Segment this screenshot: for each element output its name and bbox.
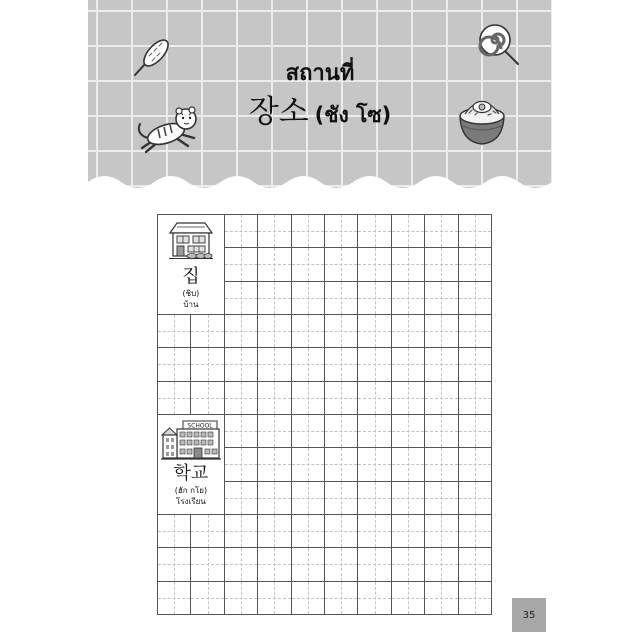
practice-cell bbox=[459, 415, 491, 447]
practice-cell bbox=[258, 215, 290, 247]
practice-cell bbox=[325, 415, 357, 447]
practice-cell bbox=[158, 548, 190, 580]
practice-cell bbox=[425, 448, 457, 480]
practice-cell bbox=[225, 248, 257, 280]
practice-cell bbox=[258, 248, 290, 280]
practice-cell bbox=[358, 415, 390, 447]
practice-cell bbox=[325, 548, 357, 580]
practice-cell bbox=[258, 548, 290, 580]
practice-cell bbox=[191, 548, 223, 580]
practice-cell bbox=[358, 582, 390, 614]
title-pronunciation: (ชัง โซ) bbox=[314, 103, 392, 127]
practice-cell bbox=[225, 415, 257, 447]
practice-cell bbox=[425, 548, 457, 580]
practice-cell bbox=[158, 515, 190, 547]
practice-cell bbox=[258, 448, 290, 480]
practice-cell bbox=[292, 382, 324, 414]
practice-cell bbox=[459, 282, 491, 314]
practice-cell bbox=[292, 282, 324, 314]
practice-cell bbox=[358, 248, 390, 280]
vocab-pronunciation: (ชิบ) bbox=[182, 289, 200, 298]
practice-cell bbox=[425, 515, 457, 547]
practice-cell bbox=[325, 315, 357, 347]
practice-cell bbox=[225, 515, 257, 547]
practice-cell bbox=[392, 315, 424, 347]
practice-cell bbox=[258, 515, 290, 547]
practice-cell bbox=[425, 582, 457, 614]
practice-cell bbox=[392, 282, 424, 314]
practice-cell bbox=[292, 215, 324, 247]
practice-grid bbox=[157, 214, 492, 615]
practice-cell bbox=[292, 448, 324, 480]
practice-cell bbox=[292, 415, 324, 447]
practice-cell bbox=[225, 282, 257, 314]
practice-cell bbox=[325, 282, 357, 314]
practice-cell bbox=[258, 382, 290, 414]
practice-cell bbox=[191, 348, 223, 380]
page-title-thai: สถานที่ bbox=[285, 61, 355, 86]
practice-cell bbox=[392, 515, 424, 547]
practice-cell bbox=[258, 282, 290, 314]
practice-cell bbox=[358, 315, 390, 347]
practice-cell bbox=[425, 315, 457, 347]
practice-cell bbox=[325, 248, 357, 280]
practice-cell bbox=[325, 482, 357, 514]
practice-cell bbox=[425, 382, 457, 414]
house-icon bbox=[168, 220, 214, 260]
practice-cell bbox=[425, 415, 457, 447]
vocab-card-house bbox=[158, 215, 224, 314]
practice-cell bbox=[392, 448, 424, 480]
vocab-meaning: บ้าน bbox=[183, 300, 199, 309]
practice-cell bbox=[292, 548, 324, 580]
practice-cell bbox=[392, 248, 424, 280]
practice-cell bbox=[358, 282, 390, 314]
practice-cell bbox=[392, 548, 424, 580]
practice-cell bbox=[191, 582, 223, 614]
practice-cell bbox=[292, 582, 324, 614]
practice-cell bbox=[358, 348, 390, 380]
practice-cell bbox=[459, 515, 491, 547]
practice-cell bbox=[225, 382, 257, 414]
practice-cell bbox=[258, 315, 290, 347]
practice-cell bbox=[325, 348, 357, 380]
practice-cell bbox=[158, 315, 190, 347]
practice-cell bbox=[459, 582, 491, 614]
practice-cell bbox=[358, 382, 390, 414]
practice-cell bbox=[459, 482, 491, 514]
title-korean-word: 장소 bbox=[248, 94, 309, 130]
practice-cell bbox=[292, 482, 324, 514]
vocab-word: 집 bbox=[182, 266, 200, 287]
practice-cell bbox=[392, 382, 424, 414]
practice-cell bbox=[225, 582, 257, 614]
practice-cell bbox=[459, 315, 491, 347]
practice-cell bbox=[258, 415, 290, 447]
practice-cell bbox=[258, 482, 290, 514]
practice-cell bbox=[425, 348, 457, 380]
practice-cell bbox=[392, 415, 424, 447]
practice-cell bbox=[392, 215, 424, 247]
practice-cell bbox=[225, 448, 257, 480]
practice-cell bbox=[325, 582, 357, 614]
school-icon bbox=[161, 420, 221, 462]
practice-cell bbox=[358, 482, 390, 514]
practice-cell bbox=[459, 215, 491, 247]
practice-cell bbox=[459, 382, 491, 414]
practice-cell bbox=[358, 515, 390, 547]
practice-cell bbox=[392, 582, 424, 614]
page-title-korean bbox=[88, 92, 552, 137]
practice-cell bbox=[425, 248, 457, 280]
practice-cell bbox=[191, 515, 223, 547]
practice-cell bbox=[292, 348, 324, 380]
practice-cell bbox=[459, 248, 491, 280]
practice-cell bbox=[292, 515, 324, 547]
practice-cell bbox=[292, 248, 324, 280]
practice-cell bbox=[459, 348, 491, 380]
school-sign-text: SCHOOL bbox=[187, 422, 213, 430]
vocab-card-school bbox=[158, 415, 224, 514]
practice-cell bbox=[425, 282, 457, 314]
practice-cell bbox=[258, 348, 290, 380]
practice-cell bbox=[225, 348, 257, 380]
practice-cell bbox=[292, 315, 324, 347]
practice-cell bbox=[459, 548, 491, 580]
practice-cell bbox=[358, 548, 390, 580]
practice-cell bbox=[258, 582, 290, 614]
practice-cell bbox=[358, 215, 390, 247]
practice-cell bbox=[191, 382, 223, 414]
practice-cell bbox=[325, 215, 357, 247]
practice-cell bbox=[392, 482, 424, 514]
practice-cell bbox=[325, 382, 357, 414]
practice-cell bbox=[158, 582, 190, 614]
practice-cell bbox=[459, 448, 491, 480]
practice-cell bbox=[225, 548, 257, 580]
practice-cell bbox=[225, 315, 257, 347]
vocab-meaning: โรงเรียน bbox=[176, 496, 206, 506]
practice-cell bbox=[225, 482, 257, 514]
practice-cell bbox=[425, 215, 457, 247]
practice-cell bbox=[191, 315, 223, 347]
practice-cell bbox=[358, 448, 390, 480]
vocab-word: 학교 bbox=[173, 462, 209, 484]
vocab-pronunciation: (ฮัก กโย) bbox=[174, 485, 208, 495]
page-number: 35 bbox=[512, 598, 546, 632]
header-banner bbox=[88, 0, 552, 194]
practice-cell bbox=[425, 482, 457, 514]
practice-cell bbox=[225, 215, 257, 247]
practice-cell bbox=[325, 515, 357, 547]
practice-cell bbox=[158, 348, 190, 380]
practice-cell bbox=[392, 348, 424, 380]
practice-cell bbox=[325, 448, 357, 480]
practice-cell bbox=[158, 382, 190, 414]
